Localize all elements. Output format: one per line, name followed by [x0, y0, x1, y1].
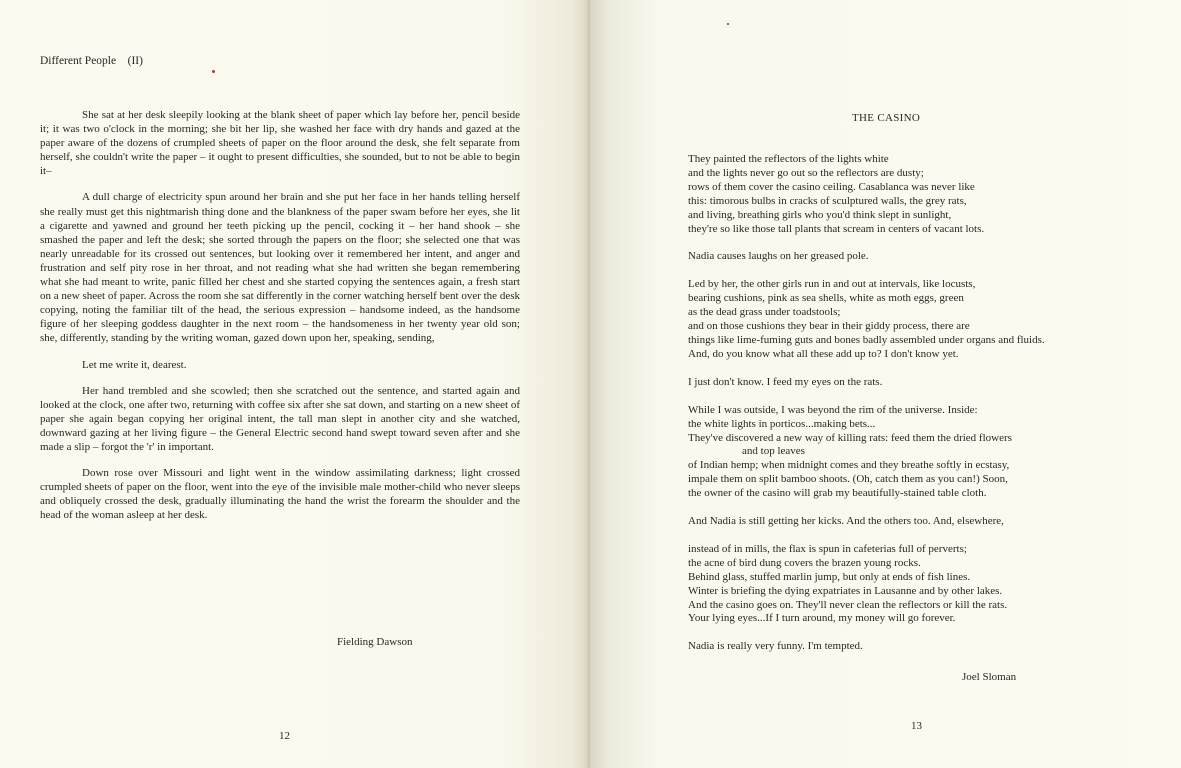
poem-line: as the dead grass under toadstools;	[688, 306, 841, 319]
poem-line: and top leaves	[742, 445, 805, 458]
poem-line: Behind glass, stuffed marlin jump, but only at ends of fish lines.	[688, 570, 971, 583]
ink-spot	[212, 70, 215, 73]
poem-line: of Indian hemp; when midnight comes and they breathe softly in ecstasy,	[688, 459, 1010, 472]
poem-stanza	[688, 640, 1138, 654]
poem-stanza	[688, 515, 1138, 529]
poem-line: impale them on split bamboo shoots. (Oh, catch them as you can!) Soon,	[688, 473, 1008, 486]
story-paragraph: Her hand trembled and she scowled; then she scratched out the sentence, and started again and looked at the clock, one after two, returning with coffee six after she sat down, and starting on a new sheet of paper she again began copying her original intent, the tall man slept in another city and she watched, downward gazing at her living figure – the General Electric second hand swept toward seven after and she made a slip – forgot the 'r' in important.	[40, 384, 520, 453]
page-header: Different People (II)	[40, 55, 143, 67]
poem-line: the white lights in porticos...making bets...	[688, 417, 876, 430]
poem-line: and on those cushions they bear in their giddy process, there are	[688, 320, 970, 333]
story-body	[40, 108, 520, 534]
poem-title: THE CASINO	[852, 112, 921, 124]
poem-line: the acne of bird dung covers the brazen young rocks.	[688, 556, 921, 569]
poem-line: And Nadia is still getting her kicks. And the others too. And, elsewhere,	[688, 515, 1004, 528]
poem-line: the owner of the casino will grab my beautifully-stained table cloth.	[688, 487, 987, 500]
poem-stanza	[688, 404, 1138, 501]
author-signature: Fielding Dawson	[337, 636, 413, 648]
poem-stanza	[688, 543, 1138, 626]
poem-line: Your lying eyes...If I turn around, my money will go forever.	[688, 612, 956, 625]
poem-line: Led by her, the other girls run in and out at intervals, like locusts,	[688, 278, 976, 291]
poem-line: And the casino goes on. They'll never clean the reflectors or kill the rats.	[688, 598, 1008, 611]
poem-line: They've discovered a new way of killing rats: feed them the dried flowers	[688, 431, 1012, 444]
poem-line: They painted the reflectors of the lights white	[688, 153, 889, 165]
story-paragraph: Let me write it, dearest.	[82, 358, 187, 371]
poem-line: instead of in mills, the flax is spun in cafeterias full of perverts;	[688, 542, 967, 555]
poem-body	[688, 153, 1138, 668]
poem-line: this: timorous bulbs in cracks of sculptured walls, the grey rats,	[688, 194, 967, 207]
poem-line: bearing cushions, pink as sea shells, white as moth eggs, green	[688, 292, 964, 305]
poem-line: Nadia causes laughs on her greased pole.	[688, 250, 869, 263]
story-paragraph: She sat at her desk sleepily looking at the blank sheet of paper which lay before her, pencil beside it; it was two o'clock in the morning; she bit her lip, she washed her face with dry hands and gazed at the paper aware of the dozens of crumpled sheets of paper on the floor around the desk, she felt separate from herself, she couldn't write the paper – it ought to present difficulties, she sounded, but to not be able to begin it–	[40, 109, 520, 178]
left-page	[0, 0, 590, 768]
poem-stanza	[688, 376, 1138, 390]
poem-line: Winter is briefing the dying expatriates in Lausanne and by other lakes.	[688, 584, 1003, 597]
poem-line: And, do you know what all these add up to? I don't know yet.	[688, 347, 959, 360]
poem-line: While I was outside, I was beyond the rim of the universe. Inside:	[688, 403, 978, 416]
page-number: 12	[279, 730, 290, 742]
ink-spot	[727, 23, 729, 25]
poem-line: and the lights never go out so the reflectors are dusty;	[688, 166, 924, 179]
poem-stanza	[688, 278, 1138, 361]
poem-line: things like lime-fuming guts and bones badly assembled under organs and fluids.	[688, 333, 1045, 346]
page-number: 13	[911, 720, 922, 732]
author-signature: Joel Sloman	[962, 671, 1017, 683]
poem-line: and living, breathing girls who you'd think slept in sunlight,	[688, 208, 952, 221]
story-paragraph: Down rose over Missouri and light went in the window assimilating darkness; light crossed crumpled sheets of paper on the floor, went into the eye of the invisible male mother-child who never sleeps and obliquely crossed the desk, gradually illuminating the hand the wrist the forearm the shoulder and the head of the woman asleep at her desk.	[40, 467, 520, 522]
story-paragraph: A dull charge of electricity spun around her brain and she put her face in her hands telling herself she really must get this nightmarish thing done and the blankness of the paper swam before her eyes, she lit a cigarette and yawned and ground her teeth picking up the pencil, cocking it – her hand shook – she smashed the paper and left the desk; she sorted through the papers on the floor; she selected one that was nearly unreadable for its crossed out sentences, but looking over it remembered her intent, and anger and frustration and self pity rose in her throat, and not reading what she had written she began remembering what she had meant to write, panic filled her chest and she started copying the sentences again, a fresh start on a new sheet of paper. Across the room she sat differently in the corner watching herself bent over the desk copying, noting the familiar tilt of the head, the serious expression – handsome indeed, as the handsome figure of her sleeping goddess daughter in the next room – the handsomeness in her twenty year old son; she, differently, standing by the writing woman, gazed down upon her, speaking, sending,	[40, 191, 520, 345]
poem-stanza	[688, 250, 1138, 264]
poem-line: they're so like those tall plants that scream in centers of vacant lots.	[688, 222, 985, 235]
poem-line: rows of them cover the casino ceiling. Casablanca was never like	[688, 180, 975, 193]
poem-line: Nadia is really very funny. I'm tempted.	[688, 640, 863, 653]
poem-stanza	[688, 153, 1138, 236]
poem-line: I just don't know. I feed my eyes on the rats.	[688, 375, 883, 388]
